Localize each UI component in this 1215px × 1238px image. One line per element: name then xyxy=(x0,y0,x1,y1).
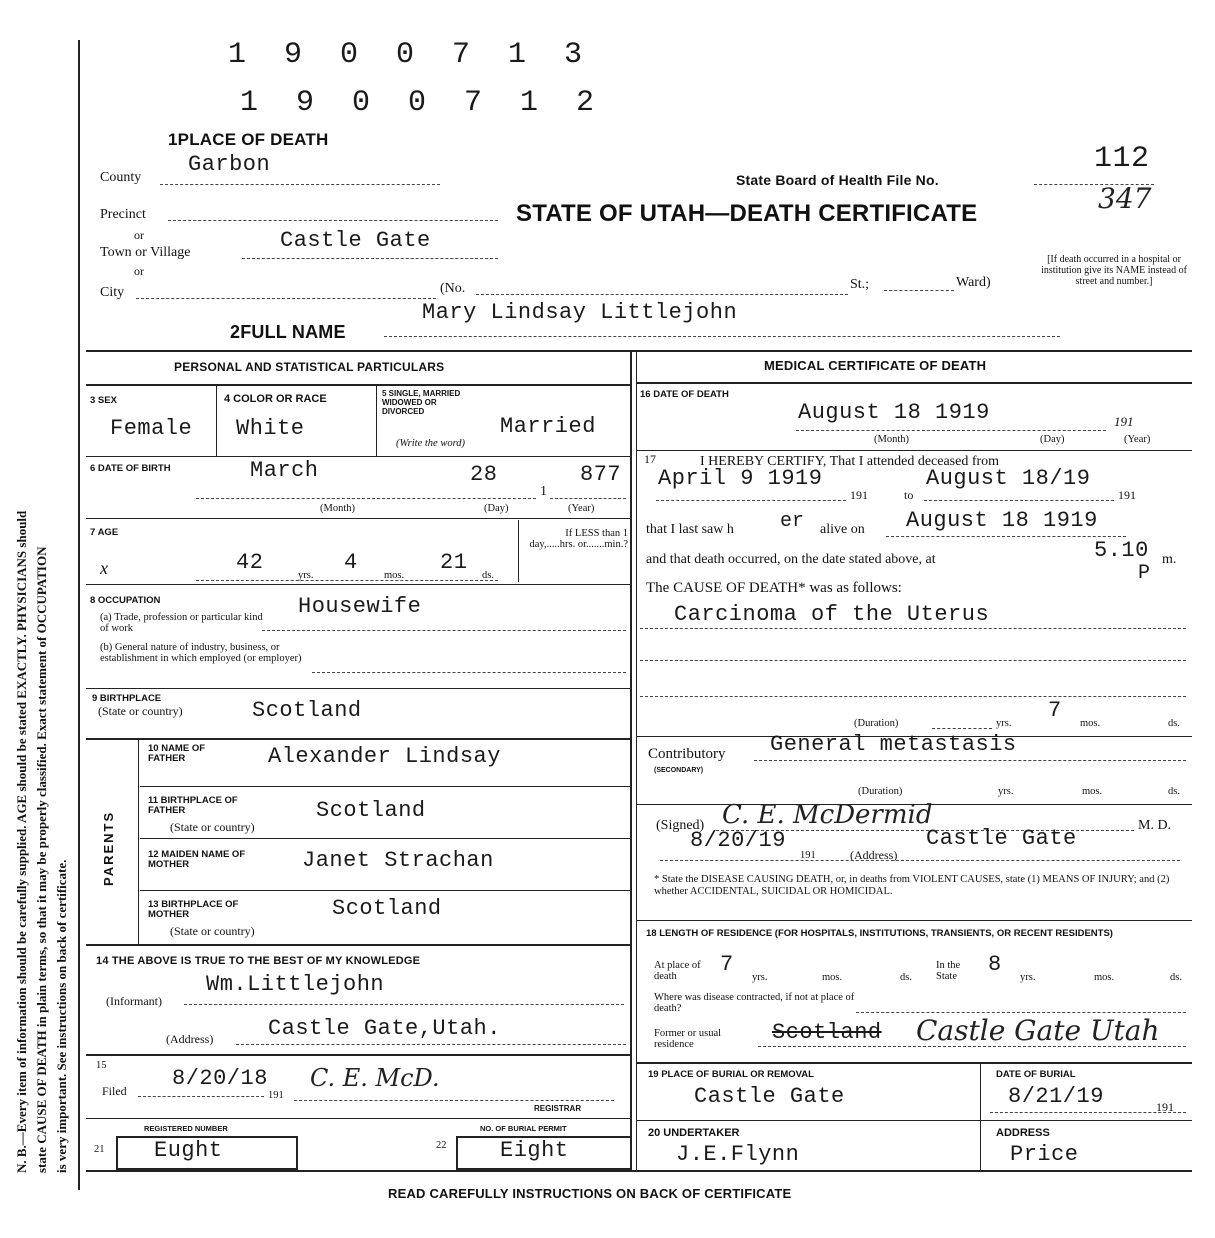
death-time-m: m. xyxy=(1162,552,1177,567)
signed-year: 191 xyxy=(800,850,816,861)
attended-from: April 9 1919 xyxy=(658,466,823,491)
dob-year-caption: (Year) xyxy=(568,503,595,514)
filed-num: 15 xyxy=(96,1060,107,1071)
file-no-label: State Board of Health File No. xyxy=(736,172,939,188)
burial-date-label: DATE OF BURIAL xyxy=(996,1069,1076,1080)
sidebar-line-2: state CAUSE OF DEATH in plain terms, so that it may be properly classified. Exact statement of OCCUPATION xyxy=(34,546,49,1173)
county-value: Garbon xyxy=(188,152,271,177)
dod-day-caption: (Day) xyxy=(1040,434,1065,445)
dob-year: 877 xyxy=(580,462,622,487)
medical-section-title: MEDICAL CERTIFICATE OF DEATH xyxy=(764,358,987,373)
at-place-label: At place of death xyxy=(654,960,701,982)
mother-bp-label: 13 BIRTHPLACE OF MOTHER xyxy=(148,899,239,920)
last-saw-her: er xyxy=(780,510,805,533)
at-place-yrs: yrs. xyxy=(752,972,768,983)
signed-date: 8/20/19 xyxy=(690,828,786,853)
informant-value: Wm.Littlejohn xyxy=(206,972,385,997)
contrib-duration-label: (Duration) xyxy=(858,786,903,797)
former-label: Former or usual residence xyxy=(654,1028,722,1050)
father-bp-value: Scotland xyxy=(316,798,426,823)
burial-date-value: 8/21/19 xyxy=(1008,1084,1104,1109)
sidebar-line-3: is very important. See instructions on back of certificate. xyxy=(54,859,69,1173)
residence-title: 18 LENGTH OF RESIDENCE (FOR HOSPITALS, INSTITUTIONS, TRANSIENTS, OR RECENT RESIDENTS) xyxy=(646,928,1113,939)
footnote: * State the DISEASE CAUSING DEATH, or, in deaths from VIOLENT CAUSES, state (1) MEANS OF INJURY; and (2) whether ACCIDENTAL, SUICIDAL OR HOMICIDAL. xyxy=(654,874,1170,897)
birthplace-sub: (State or country) xyxy=(98,704,183,718)
last-saw-date: August 18 1919 xyxy=(906,508,1098,533)
attended-yr-1: 191 xyxy=(850,488,868,502)
duration-ds: ds. xyxy=(1168,718,1180,729)
dob-label: 6 DATE OF BIRTH xyxy=(90,463,171,474)
burial-place-value: Castle Gate xyxy=(694,1084,845,1109)
dob-prefix: 1 xyxy=(540,484,547,499)
dod-year: 191 xyxy=(1114,414,1134,429)
death-occurred-text: and that death occurred, on the date stated above, at xyxy=(646,552,936,567)
dob-month-caption: (Month) xyxy=(320,503,355,514)
reg-num-label: REGISTERED NUMBER xyxy=(144,1124,228,1133)
sidebar-line-1: N. B.—Every item of information should be carefully supplied. AGE should be stated EXACTLY. PHYSICIANS should xyxy=(14,510,29,1173)
sidebar-instructions xyxy=(6,78,74,1178)
former-handwritten: Castle Gate Utah xyxy=(916,1014,1160,1047)
signed-address: Castle Gate xyxy=(926,826,1077,851)
filed-year: 191 xyxy=(268,1090,284,1101)
in-state-ds: ds. xyxy=(1170,972,1182,983)
contributory-value: General metastasis xyxy=(770,732,1017,757)
serial-top: 1 9 0 0 7 1 3 xyxy=(228,38,593,72)
burial-permit-label: NO. OF BURIAL PERMIT xyxy=(480,1124,567,1133)
informant-title: 14 THE ABOVE IS TRUE TO THE BEST OF MY KNOWLEDGE xyxy=(96,955,421,967)
mother-label: 12 MAIDEN NAME OF MOTHER xyxy=(148,849,246,870)
parents-label: PARENTS xyxy=(101,810,116,886)
sex-value: Female xyxy=(110,416,193,441)
or-2: or xyxy=(134,264,144,278)
file-no-extra: 347 xyxy=(1098,182,1152,215)
mother-bp-sub: (State or country) xyxy=(170,924,255,938)
in-state-label: In the State xyxy=(936,960,961,982)
cert-num: 17 xyxy=(644,452,656,466)
attended-to-word: to xyxy=(904,488,914,502)
st-label: St.; xyxy=(850,277,870,292)
attended-yr-2: 191 xyxy=(1118,488,1136,502)
physician-signature: C. E. McDermid xyxy=(722,800,933,830)
occupation-value: Housewife xyxy=(298,594,422,619)
sidebar-divider xyxy=(78,40,80,1190)
burial-permit-value: Eight xyxy=(500,1138,569,1163)
certify-text: I HEREBY CERTIFY, That I attended deceased from xyxy=(700,454,1000,469)
burial-year: 191 xyxy=(1156,1100,1174,1114)
county-label: County xyxy=(100,170,142,185)
in-state-yrs: yrs. xyxy=(1020,972,1036,983)
color-label: 4 COLOR OR RACE xyxy=(224,393,327,405)
color-value: White xyxy=(236,416,305,441)
death-time: 5.10 xyxy=(1094,538,1149,563)
dod-label: 16 DATE OF DEATH xyxy=(640,389,729,400)
registrar-label: REGISTRAR xyxy=(534,1104,582,1113)
marital-label: 5 SINGLE, MARRIED WIDOWED OR DIVORCED xyxy=(382,389,461,416)
reg-num-value: Eught xyxy=(154,1138,223,1163)
duration-months: 7 xyxy=(1048,698,1062,723)
dob-month: March xyxy=(250,458,319,483)
in-state-mos: mos. xyxy=(1094,972,1115,983)
age-label: 7 AGE xyxy=(90,527,119,538)
in-state-value: 8 xyxy=(988,952,1002,977)
father-label: 10 NAME OF FATHER xyxy=(148,743,206,764)
mother-value: Janet Strachan xyxy=(302,848,494,873)
duration-label: (Duration) xyxy=(854,718,899,729)
dob-day-caption: (Day) xyxy=(484,503,509,514)
age-mark: x xyxy=(100,558,108,578)
serial-second: 1 9 0 0 7 1 2 xyxy=(240,86,605,120)
registrar-signature: C. E. McD. xyxy=(310,1064,440,1092)
age-mos-caption: mos. xyxy=(384,570,405,581)
alive-on: alive on xyxy=(820,522,865,537)
md-label: M. D. xyxy=(1138,818,1172,833)
informant-label: (Informant) xyxy=(106,994,162,1008)
or-1: or xyxy=(134,228,144,242)
undertaker-address-value: Price xyxy=(1010,1142,1079,1167)
dod-month-caption: (Month) xyxy=(874,434,909,445)
age-months: 4 xyxy=(344,550,358,575)
less-than-note: If LESS than 1 day,.....hrs. or.......min.? xyxy=(529,528,628,550)
undertaker-value: J.E.Flynn xyxy=(676,1142,800,1167)
city-label: City xyxy=(100,285,125,300)
dod-value: August 18 1919 xyxy=(798,400,990,425)
burial-place-label: 19 PLACE OF BURIAL OR REMOVAL xyxy=(648,1069,814,1080)
father-value: Alexander Lindsay xyxy=(268,744,501,769)
address-value: Castle Gate,Utah. xyxy=(268,1016,501,1041)
contracted-label: Where was disease contracted, if not at place of death? xyxy=(654,992,855,1014)
footer-instruction: READ CAREFULLY INSTRUCTIONS ON BACK OF CERTIFICATE xyxy=(388,1186,792,1201)
at-place-ds: ds. xyxy=(900,972,912,983)
at-place-mos: mos. xyxy=(822,972,843,983)
full-name-label: 2FULL NAME xyxy=(230,322,346,342)
marital-note: (Write the word) xyxy=(396,438,466,449)
full-name-value: Mary Lindsay Littlejohn xyxy=(422,300,738,325)
contrib-ds: ds. xyxy=(1168,786,1180,797)
town-value: Castle Gate xyxy=(280,228,431,253)
death-time-p: P xyxy=(1138,562,1151,585)
signed-address-label: (Address) xyxy=(850,848,898,862)
contrib-mos: mos. xyxy=(1082,786,1103,797)
no-label: (No. xyxy=(440,281,466,296)
dod-year-caption: (Year) xyxy=(1124,434,1151,445)
contributory-label: Contributory xyxy=(648,746,726,762)
undertaker-label: 20 UNDERTAKER xyxy=(648,1127,740,1139)
contrib-yrs: yrs. xyxy=(998,786,1014,797)
reg-num-idx: 21 xyxy=(94,1144,105,1155)
occupation-b: (b) General nature of industry, business, or establishment in which employed (or employer) xyxy=(100,642,302,664)
age-ds-caption: ds. xyxy=(482,570,494,581)
age-days: 21 xyxy=(440,550,468,575)
certificate-title: STATE OF UTAH—DEATH CERTIFICATE xyxy=(516,200,978,227)
precinct-label: Precinct xyxy=(100,207,146,222)
town-label: Town or Village xyxy=(100,245,191,260)
duration-mos: mos. xyxy=(1080,718,1101,729)
at-place-value: 7 xyxy=(720,952,734,977)
duration-yrs: yrs. xyxy=(996,718,1012,729)
father-bp-sub: (State or country) xyxy=(170,820,255,834)
secondary-label: (SECONDARY) xyxy=(654,767,704,774)
cause-value: Carcinoma of the Uterus xyxy=(674,602,990,627)
birthplace-value: Scotland xyxy=(252,698,362,723)
occupation-label: 8 OCCUPATION xyxy=(90,595,161,606)
marital-value: Married xyxy=(500,414,596,439)
age-years: 42 xyxy=(236,550,264,575)
ward-label: Ward) xyxy=(956,275,991,290)
occupation-a: (a) Trade, profession or particular kind of work xyxy=(100,612,263,634)
former-value: Scotland xyxy=(772,1020,882,1045)
sex-label: 3 SEX xyxy=(90,395,117,406)
personal-section-title: PERSONAL AND STATISTICAL PARTICULARS xyxy=(174,360,445,374)
age-yrs-caption: yrs. xyxy=(298,570,314,581)
undertaker-address-label: ADDRESS xyxy=(996,1127,1050,1139)
mother-bp-value: Scotland xyxy=(332,896,442,921)
birthplace-label: 9 BIRTHPLACE xyxy=(92,693,162,704)
address-label: (Address) xyxy=(166,1032,214,1046)
signed-label: (Signed) xyxy=(656,818,705,833)
father-bp-label: 11 BIRTHPLACE OF FATHER xyxy=(148,795,238,816)
place-of-death-label: 1PLACE OF DEATH xyxy=(168,130,329,149)
hospital-note: [If death occurred in a hospital or institution give its NAME instead of street and number.] xyxy=(1041,254,1187,287)
burial-permit-idx: 22 xyxy=(436,1140,447,1151)
file-no-value: 112 xyxy=(1094,142,1150,176)
last-saw-text: that I last saw h xyxy=(646,522,734,537)
dob-day: 28 xyxy=(470,462,498,487)
filed-label: Filed xyxy=(102,1084,127,1098)
filed-value: 8/20/18 xyxy=(172,1066,268,1091)
cause-label: The CAUSE OF DEATH* was as follows: xyxy=(646,580,902,596)
attended-to: August 18/19 xyxy=(926,466,1091,491)
